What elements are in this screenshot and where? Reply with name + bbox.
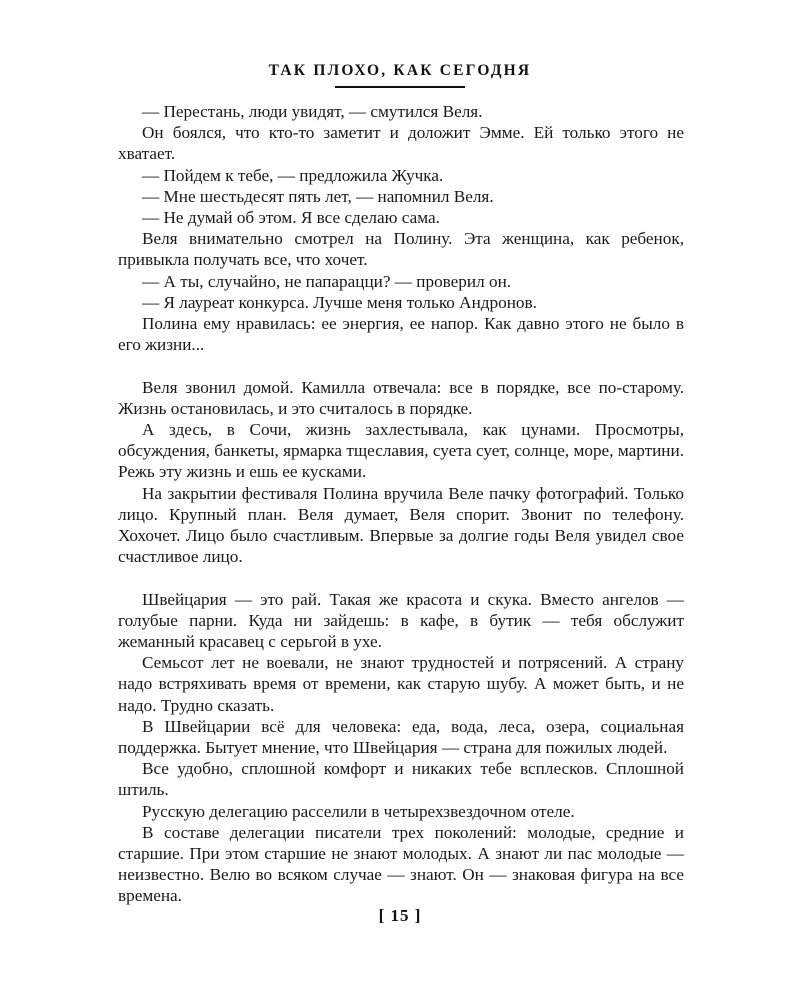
paragraph: Веля звонил домой. Камилла отвечала: все в порядке, все по-старому. Жизнь остановилась, и это считалось в порядке.: [118, 377, 684, 418]
page-number: [ 15 ]: [378, 906, 422, 925]
paragraph: — Мне шестьдесят пять лет, — напомнил Веля.: [142, 186, 494, 206]
paragraph: Он боялся, что кто-то заметит и доложит Эмме. Ей только этого не хватает.: [118, 123, 684, 164]
paragraph: — Перестань, люди увидят, — смутился Веля.: [142, 102, 483, 121]
running-title: ТАК ПЛОХО, КАК СЕГОДНЯ: [268, 62, 532, 79]
paragraph: — Не думай об этом. Я все сделаю сама.: [142, 208, 440, 228]
paragraph: А здесь, в Сочи, жизнь захлестывала, как цунами. Просмотры, обсуждения, банкеты, ярмарка тщеславия, суета сует, солнце, море, мартини. Режь эту жизнь и ешь ее кусками.: [118, 420, 684, 482]
paragraph: — А ты, случайно, не папарацци? — проверил он.: [142, 271, 512, 291]
paragraph: — Пойдем к тебе, — предложила Жучка.: [142, 165, 444, 185]
paragraph: Швейцария — это рай. Такая же красота и скука. Вместо ангелов — голубые парни. Куда ни зайдешь: в кафе, в бутик — тебя обслужит жеманный красавец с серьгой в ухе.: [118, 589, 684, 652]
paragraph: На закрытии фестиваля Полина вручила Веле пачку фотографий. Только лицо. Крупный план. Веля думает, Веля спорит. Звонит по телефону. Хохочет. Лицо было счастливым. Впервые за долгие годы Веля увидел свое счастливое лицо.: [118, 483, 684, 567]
section-break: [118, 567, 684, 588]
running-header: [0, 62, 800, 88]
paragraph: Полина ему нравилась: ее энергия, ее напор. Как давно этого не было в его жизни...: [118, 314, 684, 355]
paragraph: Все удобно, сплошной комфорт и никаких тебе всплесков. Сплошной штиль.: [118, 759, 684, 800]
paragraph: В Швейцарии всё для человека: еда, вода, леса, озера, социальная поддержка. Бытует мнение, что Швейцария — страна для пожилых людей.: [118, 716, 684, 758]
body-text: [118, 101, 684, 907]
paragraph: Русскую делегацию расселили в четырехзвездочном отеле.: [142, 801, 575, 821]
paragraph: В составе делегации писатели трех поколений: молодые, средние и старшие. При этом старшие не знают молодых. А знают ли пас молодые — неизвестно. Велю во всяком случае — знают. Он — знаковая фигура на все времена.: [118, 822, 684, 906]
header-rule: [335, 86, 465, 88]
paragraph: Семьсот лет не воевали, не знают трудностей и потрясений. А страну надо встряхивать время от времени, как старую шубу. А может быть, и не надо. Трудно сказать.: [118, 653, 684, 715]
paragraph: Веля внимательно смотрел на Полину. Эта женщина, как ребенок, привыкла получать все, что хочет.: [118, 229, 684, 270]
section-break: [118, 355, 684, 376]
paragraph: — Я лауреат конкурса. Лучше меня только Андронов.: [142, 292, 537, 312]
